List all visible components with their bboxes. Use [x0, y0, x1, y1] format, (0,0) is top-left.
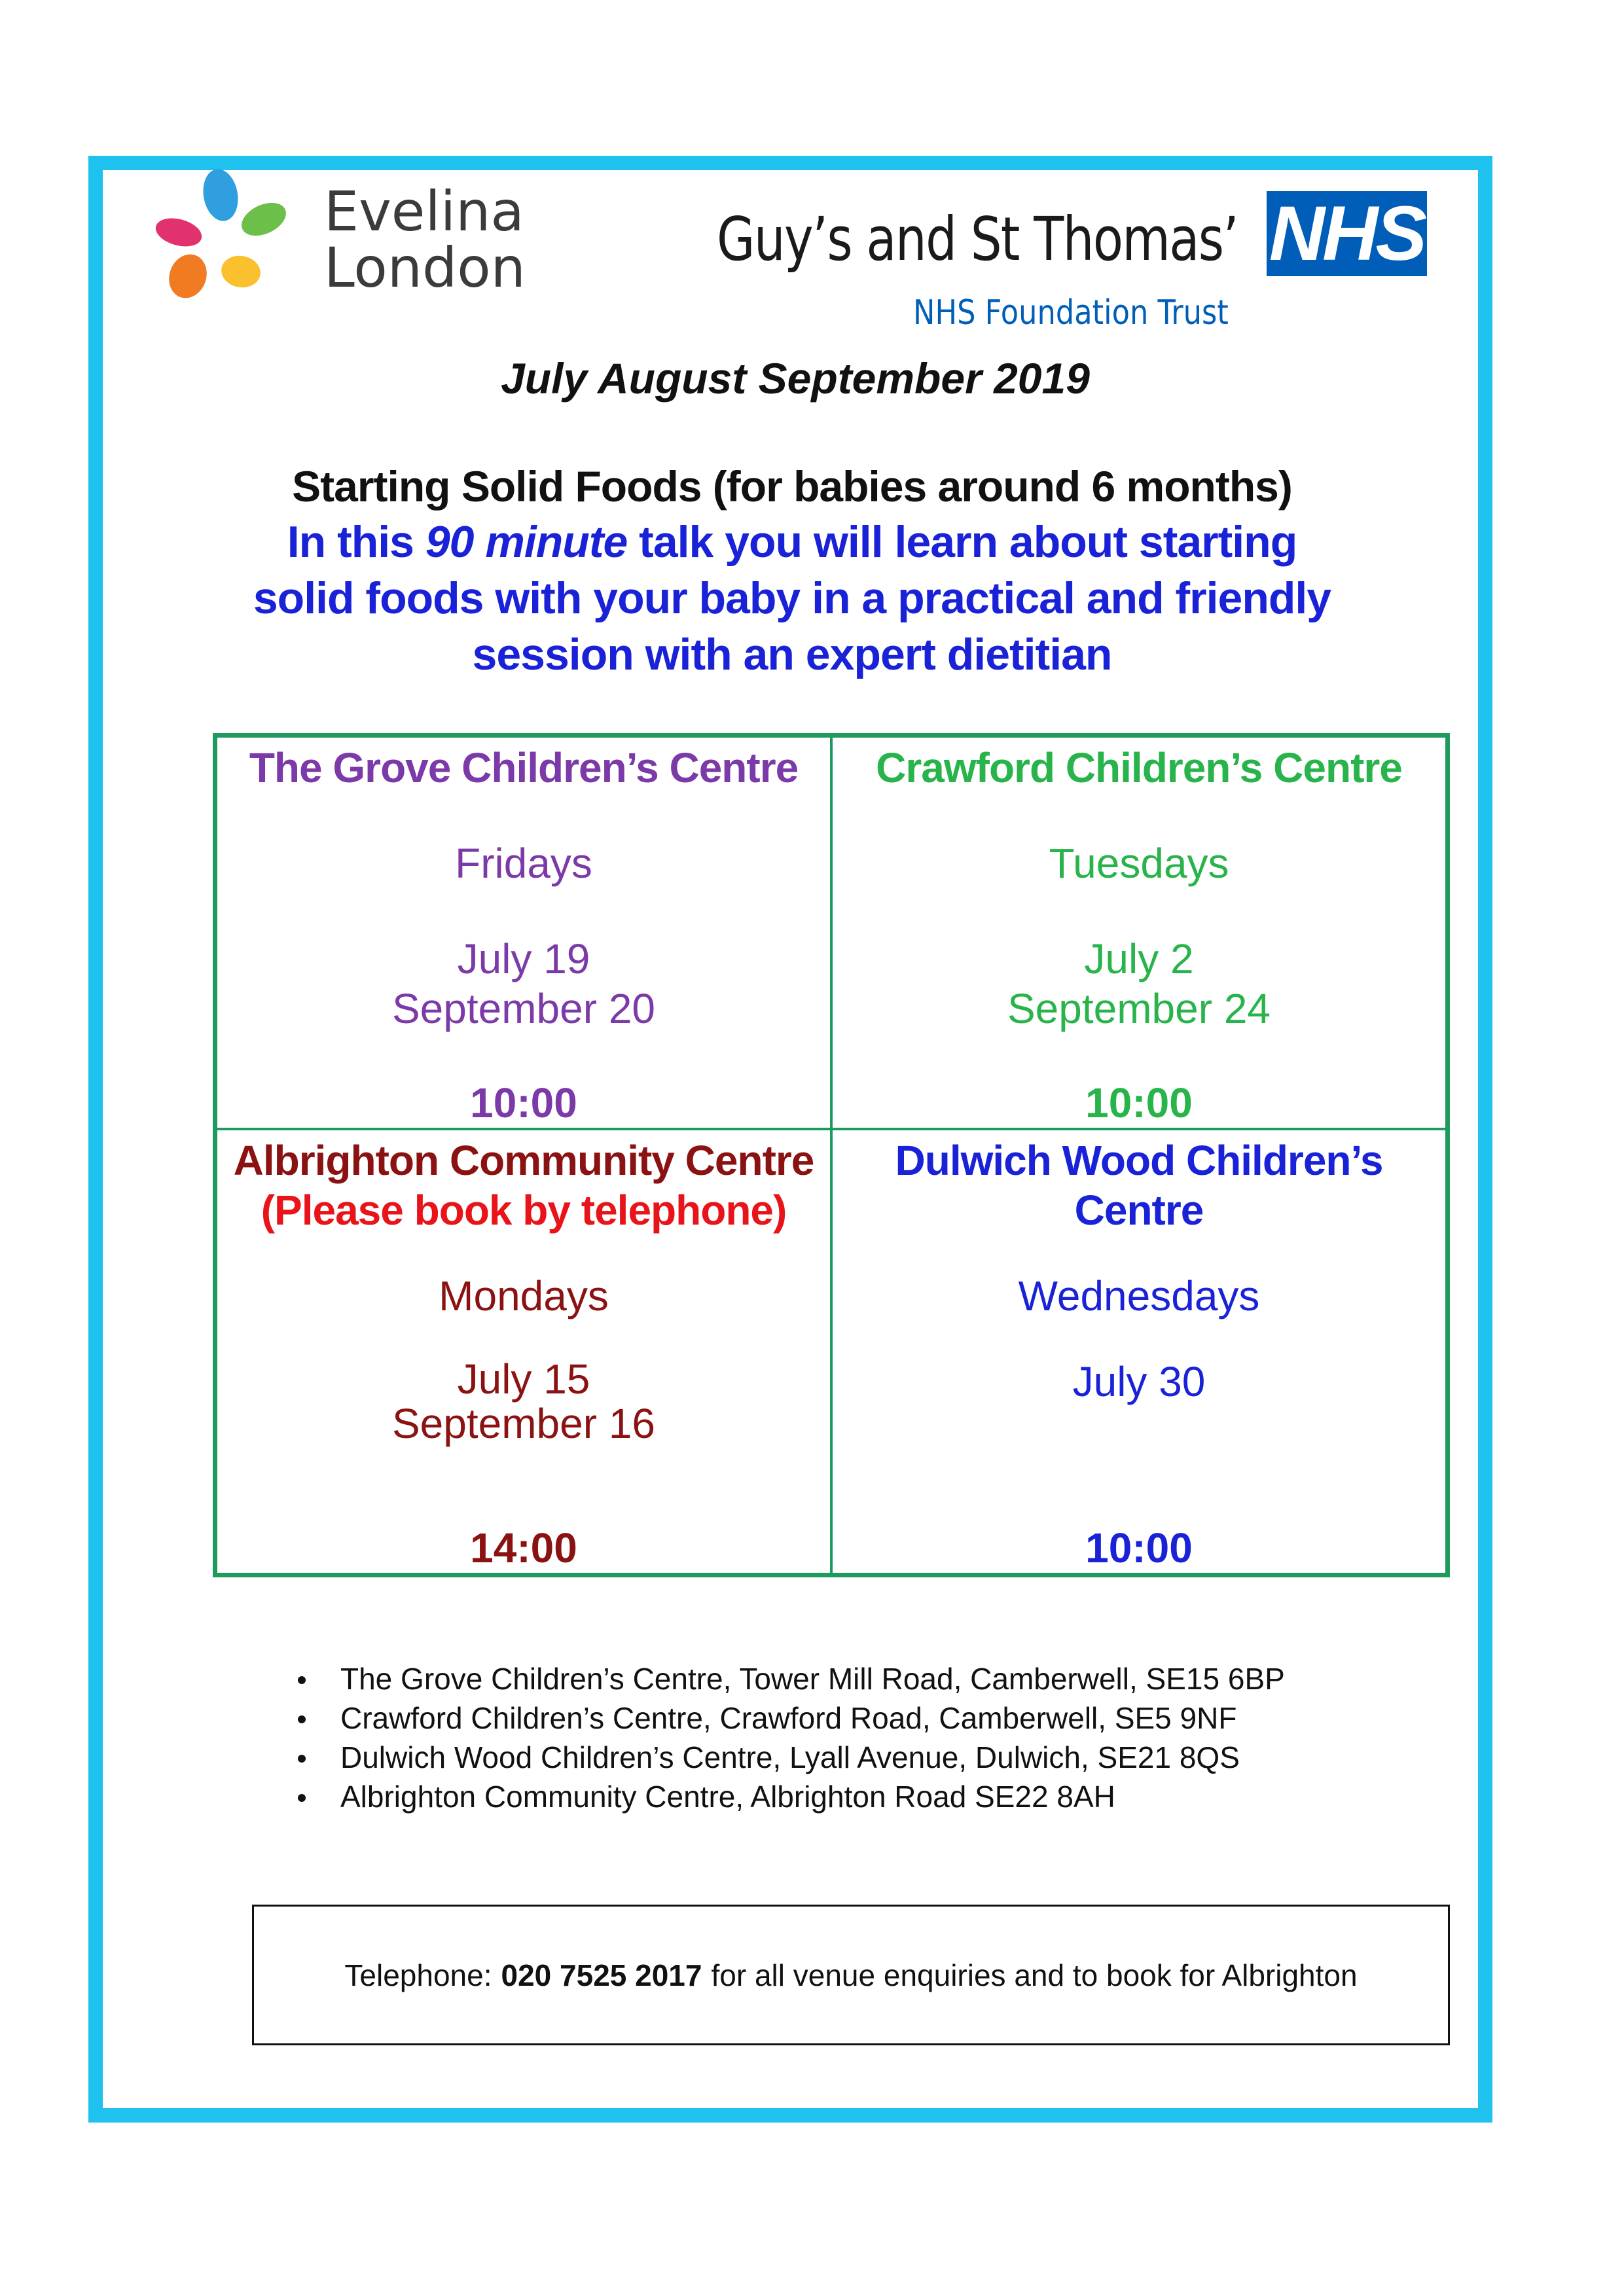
- evelina-line2: London: [324, 236, 526, 300]
- intro-part2: talk you will learn about starting solid foods with your baby in a practical and friendly session with an expert dietitian: [253, 517, 1331, 679]
- venue-name: Crawford Children’s Centre: [876, 744, 1402, 791]
- page-title: Starting Solid Foods (for babies around 6 months): [292, 462, 1292, 511]
- telephone-text: for all venue enquiries and to book for Albrighton: [711, 1958, 1358, 1992]
- nhs-badge: NHS: [1267, 191, 1427, 276]
- venue-cell-albrighton: [216, 1129, 831, 1574]
- venue-day: Fridays: [455, 840, 592, 887]
- logo-petal-yellow: [219, 253, 262, 291]
- venue-date: July 15: [457, 1355, 590, 1403]
- logo-petal-pink: [153, 213, 205, 251]
- venue-table: [213, 733, 1450, 1577]
- venue-date: July 2: [1084, 935, 1194, 982]
- address-item: Albrighton Community Centre, Albrighton Road SE22 8AH: [298, 1777, 1285, 1816]
- telephone-label: Telephone:: [344, 1958, 492, 1992]
- venue-note: (Please book by telephone): [261, 1187, 787, 1234]
- logo-petal-green: [236, 196, 291, 242]
- intro-text: [236, 514, 1348, 683]
- address-list: [298, 1659, 1285, 1816]
- venue-date: September 24: [1007, 985, 1271, 1032]
- address-item: Dulwich Wood Children’s Centre, Lyall Avenue, Dulwich, SE21 8QS: [298, 1738, 1285, 1777]
- venue-day: Mondays: [439, 1272, 609, 1319]
- venue-time: 10:00: [1085, 1524, 1193, 1571]
- venue-time: 14:00: [470, 1524, 577, 1571]
- telephone-number: 020 7525 2017: [501, 1958, 702, 1992]
- venue-cell-crawford: [831, 736, 1447, 1129]
- telephone-box: [252, 1905, 1450, 2045]
- logo-petal-orange: [163, 249, 213, 303]
- evelina-line1: Evelina: [324, 179, 524, 243]
- evelina-wordmark: [324, 179, 526, 300]
- venue-dates: [833, 1357, 1445, 1407]
- venue-time: 10:00: [1085, 1079, 1193, 1126]
- venue-dates: [217, 934, 830, 1033]
- venue-cell-dulwich: [831, 1129, 1447, 1574]
- period-heading: July August September 2019: [501, 354, 1090, 403]
- venue-date: September 16: [391, 1400, 656, 1447]
- venue-time: 10:00: [470, 1079, 577, 1126]
- evelina-london-logo: [147, 164, 344, 314]
- venue-date: July 19: [457, 935, 590, 982]
- venue-name: Dulwich Wood Children’s Centre: [895, 1137, 1383, 1234]
- logo-petal-blue: [199, 166, 242, 224]
- venue-date: July 30: [1072, 1358, 1206, 1405]
- venue-name: Albrighton Community Centre: [233, 1137, 814, 1184]
- venue-name: The Grove Children’s Centre: [249, 744, 799, 791]
- venue-date: September 20: [391, 985, 656, 1032]
- venue-dates: [217, 1357, 830, 1446]
- trust-name: Guy’s and St Thomas’: [717, 204, 1238, 274]
- venue-day: Wednesdays: [1018, 1272, 1260, 1319]
- address-item: The Grove Children’s Centre, Tower Mill Road, Camberwell, SE15 6BP: [298, 1659, 1285, 1698]
- trust-subtitle: NHS Foundation Trust: [913, 293, 1229, 332]
- intro-emphasis: 90 minute: [425, 517, 628, 567]
- venue-dates: [833, 934, 1445, 1033]
- intro-part1: In this: [287, 517, 425, 567]
- venue-day: Tuesdays: [1049, 840, 1229, 887]
- venue-cell-grove: [216, 736, 831, 1129]
- address-item: Crawford Children’s Centre, Crawford Road, Camberwell, SE5 9NF: [298, 1698, 1285, 1738]
